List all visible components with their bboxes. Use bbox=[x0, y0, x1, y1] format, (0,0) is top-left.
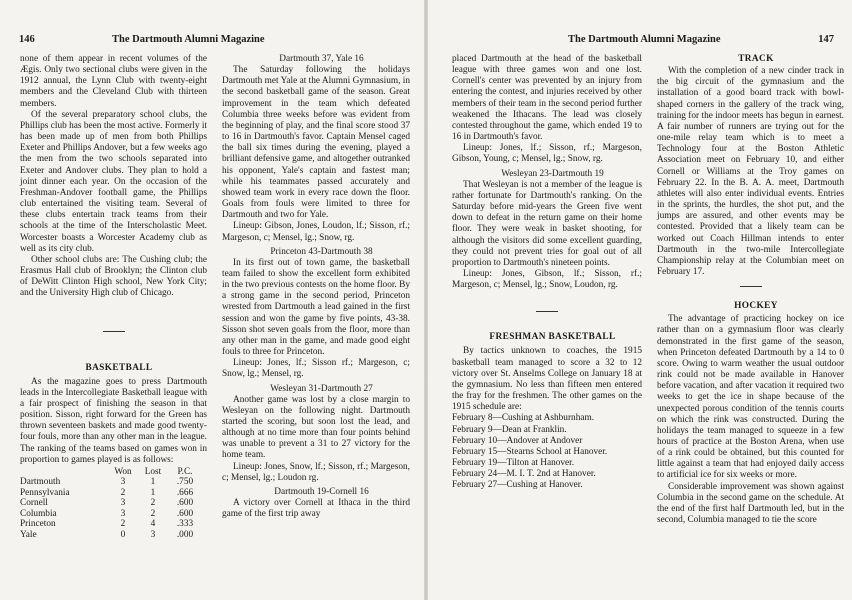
percentage: .333 bbox=[176, 519, 194, 530]
column-header: Lost bbox=[144, 466, 162, 477]
games-lost: 4 bbox=[150, 519, 156, 530]
right-page bbox=[428, 0, 852, 600]
percentage: .600 bbox=[176, 508, 194, 519]
running-title: The Dartmouth Alumni Magazine bbox=[568, 34, 721, 45]
games-lost: 1 bbox=[150, 487, 156, 498]
game-heading-wesleyan: Wesleyan 31-Dartmouth 27 bbox=[270, 383, 373, 394]
lineup: Lineup: Jones, Gibson, lf.; Sisson, rf.; Margeson, c; Mensel, lg.; Snow, Loudon, rg. bbox=[452, 268, 642, 291]
team-name: Columbia bbox=[20, 508, 57, 519]
left-page bbox=[0, 0, 424, 600]
paragraph: placed Dartmouth at the head of the basketball league with three games won and one lost. Cornell's center was prevented by an injury from entering the contest, and injuries received by other members of their team in the second period further weakened the Ithacans. The lead was closely contested throughout the game, which ended 19 to 16 in Dartmouth's favor. bbox=[452, 54, 642, 143]
games-lost: 2 bbox=[150, 498, 156, 509]
section-heading-freshman-basketball: FRESHMAN BASKETBALL bbox=[489, 332, 616, 343]
games-lost: 1 bbox=[150, 477, 156, 488]
table-row bbox=[20, 477, 202, 488]
column-header: Won bbox=[114, 466, 132, 477]
game-heading-princeton: Princeton 43-Dartmouth 38 bbox=[270, 246, 373, 257]
percentage: .000 bbox=[176, 529, 194, 540]
page-header bbox=[0, 34, 424, 48]
paragraph: Of the several preparatory school clubs, the Phillips club has been the most active. Formerly it has been made up of men from both Phillips Exeter and Phillips Andover, but a few weeks ago the men from the two schools separated into Exeter and Andover clubs. They plan to hold a joint dinner each year. On the occasion of the Freshman-Andover football game, the Phillips club entertained the visiting team. Several of these clubs entertain track teams from their schools at the time of the Interscholastic Meet. Worcester boasts a Worcester Academy club as well as its city club. bbox=[20, 109, 207, 254]
games-lost: 3 bbox=[150, 529, 156, 540]
section-heading-basketball: BASKETBALL bbox=[85, 363, 153, 374]
page-number: 147 bbox=[818, 34, 834, 45]
table-row bbox=[20, 498, 202, 509]
team-name: Pennsylvania bbox=[20, 487, 70, 498]
paragraph: none of them appear in recent volumes of the Ægis. Only two sectional clubs were given in the 1912 annual, the Lynn Club with twenty-eight members and the Cleveland Club with thirteen members. bbox=[20, 54, 207, 109]
schedule-list bbox=[452, 413, 642, 491]
percentage: .750 bbox=[176, 477, 194, 488]
paragraph: As the magazine goes to press Dartmouth leads in the Intercollegiate Basketball league with a fair prospect of finishing the season in that position. Sisson, right forward for the Green has thrown seventeen baskets and made good twenty-four fouls, more than any other man in the league. The ranking of the teams based on games won in proportion to games played is as follows: bbox=[20, 376, 207, 465]
section-heading-track: TRACK bbox=[738, 54, 774, 64]
table-row bbox=[20, 530, 202, 541]
table-row bbox=[20, 509, 202, 520]
section-heading-hockey: HOCKEY bbox=[734, 301, 778, 312]
list-item: February 24—M. I. T. 2nd at Hanover. bbox=[452, 469, 596, 480]
column-1 bbox=[20, 54, 207, 540]
paragraph: With the completion of a new cinder track in the big circuit of the gymnasium and the installation of a good board track with bowl-shaped corners in the gallery of the track wing, training for the indoor meets has begun in earnest. A fair number of runners are trying out for the one-mile relay team which is to meet a Technology four at the Boston Athletic Association meet on February 10, and either Cornell or Williams at the Troy games on February 22. In the B. A. A. meet, Dartmouth athletes will also enter individual events. Entries in the sprints, the hurdles, the shot put, and the jumps are assured, and other events may be contested. Provided that a likely team can be worked out Coach Hillman intends to enter Dartmouth in the two-mile Intercollegiate Championship relay at the Columbian meet on February 17. bbox=[657, 66, 844, 277]
paragraph: Considerable improvement was shown against Columbia in the second game on the schedule. At the end of the first half Dartmouth led, but in the second, Columbia managed to tie the score bbox=[657, 481, 844, 526]
games-won: 3 bbox=[120, 477, 126, 488]
percentage: .600 bbox=[176, 498, 194, 509]
page-header bbox=[428, 34, 852, 48]
games-lost: 2 bbox=[150, 508, 156, 519]
running-title: The Dartmouth Alumni Magazine bbox=[112, 34, 265, 45]
percentage: .666 bbox=[176, 487, 194, 498]
list-item: February 8—Cushing at Ashburnham. bbox=[452, 413, 595, 424]
list-item: February 10—Andover at Andover bbox=[452, 435, 583, 446]
games-won: 3 bbox=[120, 508, 126, 519]
paragraph: The advantage of practicing hockey on ice rather than on a gymnasium floor was clearly demonstrated in the first game of the season, when Princeton defeated Dartmouth by a 14 to 0 score. Owing to warm weather the usual outdoor rink could not be made available in Hanover before vacation, and after vacation it required two weeks to get the ice in shape because of the unexpected porous condition of the tennis courts on which the rink was constructed. During the holidays the team managed to squeeze in a few hours of practice at the Boston Arena, when use of a rink could be obtained, but this counted for little against a team that had enjoyed daily access to artificial ice for six weeks or more. bbox=[657, 314, 844, 481]
lineup: Lineup: Jones, lf.; Sisson rf.; Margeson, c; Snow, lg.; Mensel, rg. bbox=[222, 358, 410, 380]
game-heading-wesleyan-2: Wesleyan 23-Dartmouth 19 bbox=[501, 168, 604, 179]
table-header-row bbox=[20, 467, 202, 478]
list-item: February 15—Stearns School at Hanover. bbox=[452, 446, 608, 457]
team-name: Princeton bbox=[20, 519, 56, 530]
games-won: 2 bbox=[120, 487, 126, 498]
column-3 bbox=[452, 54, 642, 491]
table-row bbox=[20, 519, 202, 530]
team-name: Dartmouth bbox=[20, 477, 61, 488]
team-name: Yale bbox=[20, 529, 37, 540]
column-4 bbox=[657, 54, 844, 526]
list-item: February 27—Cushing at Hanover. bbox=[452, 480, 583, 491]
column-header: P.C. bbox=[177, 466, 193, 477]
list-item: February 19—Tilton at Hanover. bbox=[452, 458, 575, 468]
lineup: Lineup: Gibson, Jones, Loudon, lf.; Sisson, rf.; Margeson, c; Mensel, lg.; Snow, rg. bbox=[222, 221, 410, 243]
game-heading-cornell: Dartmouth 19-Cornell 16 bbox=[274, 486, 369, 497]
paragraph: A victory over Cornell at Ithaca in the third game of the first trip away bbox=[222, 498, 410, 520]
paragraph: In its first out of town game, the basketball team failed to show the excellent form exhibited in the two previous contests on the home floor. By a strong game in the second period, Princeton wrested from Dartmouth a lead gained in the first session and won the game by five points, 43-38. Sisson shot seven goals from the floor, more than any other man in the game, and made good eight fouls to three for Princeton. bbox=[222, 257, 410, 358]
games-won: 2 bbox=[120, 519, 126, 530]
games-won: 3 bbox=[120, 498, 126, 509]
paragraph: Other school clubs are: The Cushing club; the Erasmus Hall club of Brooklyn; the Clinton club of DeWitt Clinton High school, New York City; and the University High club of Chicago. bbox=[20, 254, 207, 299]
games-won: 0 bbox=[120, 529, 126, 540]
column-2 bbox=[222, 54, 410, 520]
lineup: Lineup: Jones, lf.; Sisson, rf.; Margeson, Gibson, Young, c; Mensel, lg.; Snow, rg. bbox=[452, 143, 642, 165]
lineup: Lineup: Jones, Snow, lf.; Sisson, rf.; Margeson, c; Mensel, lg.; Loudon rg. bbox=[222, 461, 410, 483]
page-number: 146 bbox=[19, 34, 35, 45]
list-item: February 9—Dean at Franklin. bbox=[452, 424, 567, 435]
table-row bbox=[20, 488, 202, 499]
paragraph: By tactics unknown to coaches, the 1915 basketball team managed to score a 32 to 12 victory over St. Anselms College on January 18 at the gymnasium. No less than fifteen men entered the fray for the freshmen. The other games on the 1915 schedule are: bbox=[452, 346, 642, 413]
team-name: Cornell bbox=[20, 498, 48, 509]
paragraph: The Saturday following the holidays Dartmouth met Yale at the Alumni Gymnasium, in the second basketball game of the season. Great improvement in the team which defeated Columbia three weeks before was evident from the beginning of play, and the final score stood 37 to 16 in Dartmouth's favor. Captain Mensel caged the ball six times during the evening, played a brilliant defensive game, and altogether outranked his opponent, Yale's captain and fastest man; while his teammates passed accurately and showed team work in every race down the floor. Goals from fouls were limited to three for Dartmouth and two for Yale. bbox=[222, 65, 410, 221]
game-heading-yale: Dartmouth 37, Yale 16 bbox=[279, 54, 364, 64]
paragraph: Another game was lost by a close margin to Wesleyan on the following night. Dartmouth started the scoring, but soon lost the lead, and although at no time more than four points behind was unable to prevent a 31 to 27 victory for the home team. bbox=[222, 394, 410, 461]
paragraph: That Wesleyan is not a member of the league is rather fortunate for Dartmouth's ranking. On the Saturday before mid-years the Green five went down to defeat in the return game on their home floor. They were weak in basket shooting, for although the visitors did some excellent guarding, they could not prevent tries for goal out of all proportion to Dartmouth's nineteen points. bbox=[452, 179, 642, 268]
standings-table bbox=[20, 467, 202, 541]
